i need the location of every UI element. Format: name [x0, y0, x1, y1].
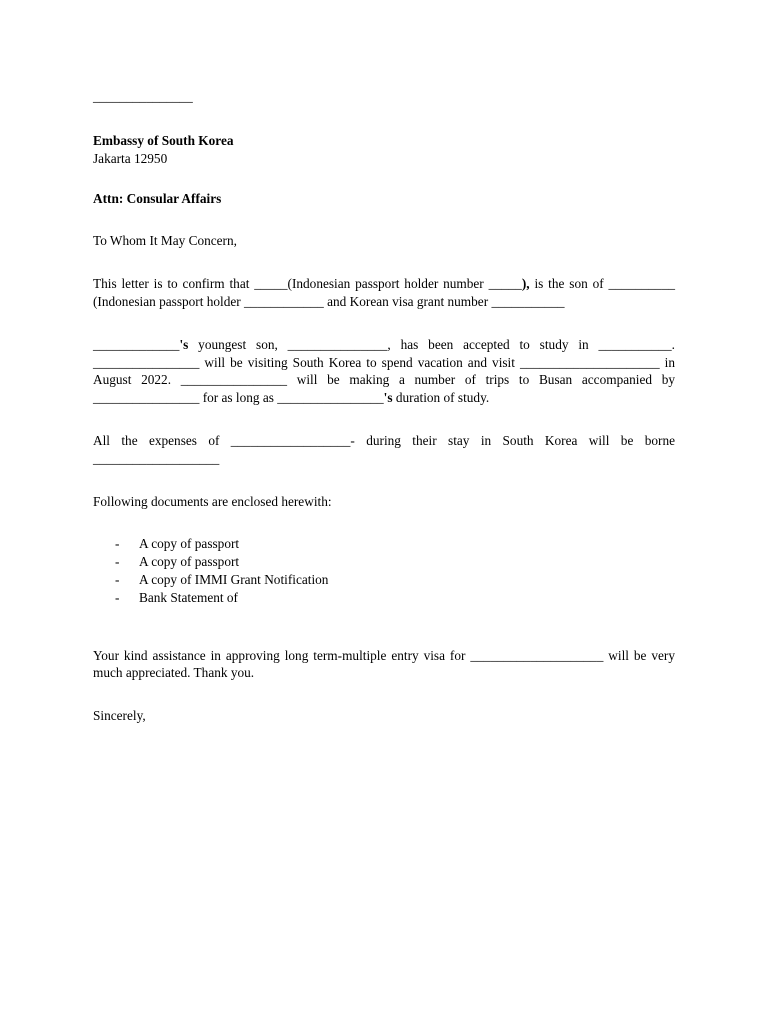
list-dash: -	[115, 554, 120, 570]
paragraph-study-possessive-2: 's	[383, 390, 393, 406]
signoff: Sincerely,	[93, 708, 146, 724]
attention-line: Attn: Consular Affairs	[93, 190, 222, 206]
paragraph-confirmation-text-a: This letter is to confirm that _____(Indonesian passport holder number _____	[93, 276, 522, 292]
paragraph-confirmation	[93, 275, 675, 311]
list-dash: -	[115, 536, 120, 552]
paragraph-study	[93, 336, 675, 407]
list-item-text: A copy of passport	[139, 554, 240, 570]
list-item	[115, 589, 675, 607]
paragraph-expenses: All the expenses of __________________- during their stay in South Korea will be borne ___________________	[93, 432, 675, 466]
list-item-text: A copy of IMMI Grant Notification	[139, 571, 329, 587]
recipient-city: Jakarta 12950	[93, 150, 168, 166]
paragraph-study-possessive-1: 's	[179, 336, 189, 352]
salutation: To Whom It May Concern,	[93, 233, 237, 249]
list-item-text: Bank Statement of	[139, 589, 238, 605]
letter-page	[93, 88, 675, 725]
date-line: _______________	[93, 89, 193, 104]
documents-list	[93, 535, 675, 606]
list-item	[115, 571, 675, 589]
list-item-text: A copy of passport	[139, 536, 240, 552]
list-item	[115, 535, 675, 553]
closing-paragraph: Your kind assistance in approving long term-multiple entry visa for ____________________ will be very much appreciated. Thank you.	[93, 647, 675, 681]
documents-intro: Following documents are enclosed herewith:	[93, 493, 332, 509]
paragraph-confirmation-bold: ),	[521, 276, 530, 292]
paragraph-study-text-a: youngest son, _______________, has been accepted to study in ___________. ________________ will be visiting South Korea to spend vacation and visit _____________________ in August 2022. ________________ will be making a number of trips to Busan accompanied by ________________ for as long as ________________	[93, 336, 675, 406]
paragraph-study-blank: _____________	[93, 336, 180, 352]
paragraph-confirmation-text-c: is the son of __________ (Indonesian passport holder ____________ and Korean visa grant number ___________	[93, 276, 675, 309]
recipient-name: Embassy of South Korea	[93, 133, 234, 148]
list-item	[115, 553, 675, 571]
list-dash: -	[115, 589, 120, 605]
list-dash: -	[115, 571, 120, 587]
paragraph-study-text-b: duration of study.	[392, 390, 490, 406]
